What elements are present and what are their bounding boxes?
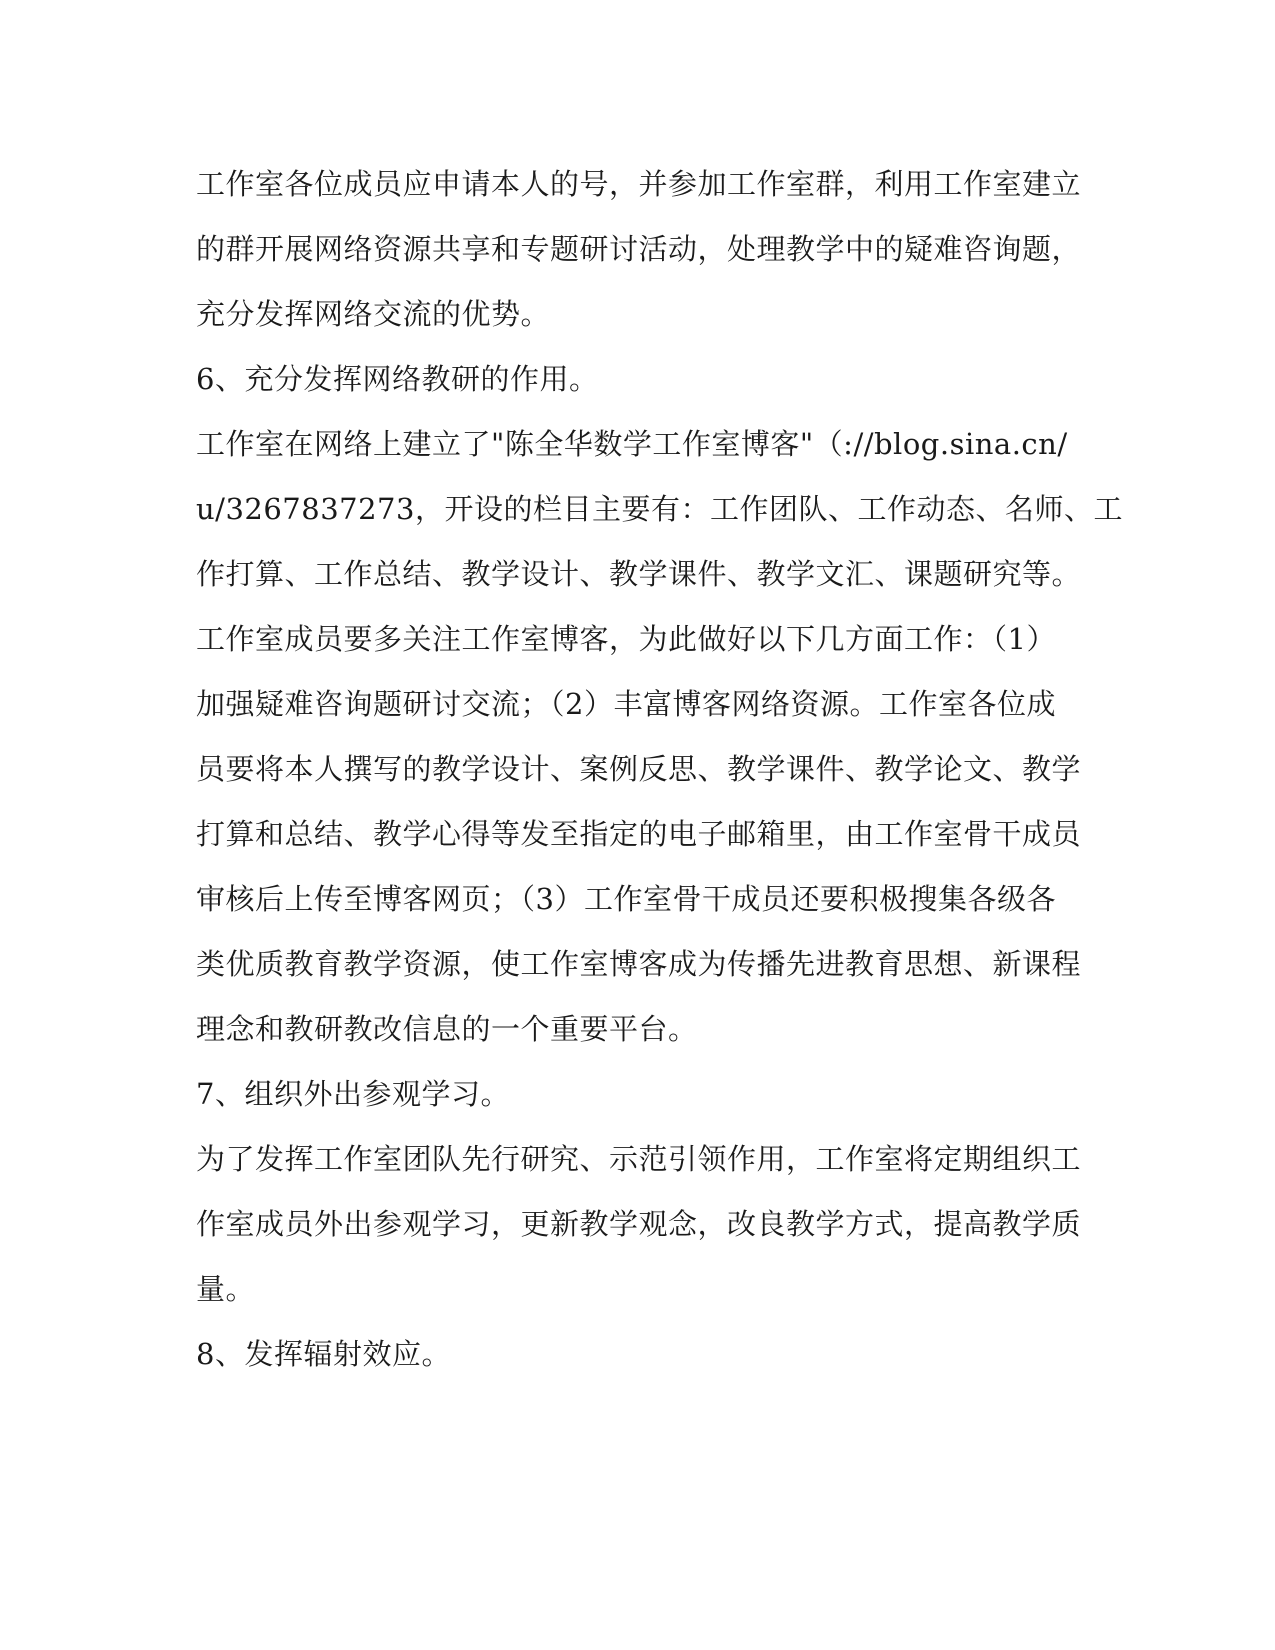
paragraph-line: 作打算、工作总结、教学设计、教学课件、教学文汇、课题研究等。 [196, 557, 1082, 591]
paragraph-line: 员要将本人撰写的教学设计、案例反思、教学课件、教学论文、教学 [196, 752, 1082, 786]
paragraph-line: 工作室各位成员应申请本人的号，并参加工作室群，利用工作室建立 [196, 167, 1082, 201]
paragraph-line: 充分发挥网络交流的优势。 [196, 297, 551, 331]
paragraph-line: 的群开展网络资源共享和专题研讨活动，处理教学中的疑难咨询题， [196, 232, 1082, 266]
paragraph-line: 理念和教研教改信息的一个重要平台。 [196, 1012, 698, 1046]
document-body [196, 152, 1123, 1387]
section-heading-6: 6、充分发挥网络教研的作用。 [196, 362, 599, 396]
paragraph-line: 工作室在网络上建立了"陈全华数学工作室博客"（://blog.sina.cn/ [196, 427, 1068, 461]
paragraph-line: 为了发挥工作室团队先行研究、示范引领作用，工作室将定期组织工 [196, 1142, 1082, 1176]
paragraph-line: 量。 [196, 1272, 256, 1306]
paragraph-line: 作室成员外出参观学习，更新教学观念，改良教学方式，提高教学质 [196, 1207, 1082, 1241]
paragraph-line: u/3267837273，开设的栏目主要有：工作团队、工作动态、名师、工 [196, 492, 1123, 526]
paragraph-line: 工作室成员要多关注工作室博客，为此做好以下几方面工作：（1） [196, 622, 1056, 656]
paragraph-line: 审核后上传至博客网页；（3）工作室骨干成员还要积极搜集各级各 [196, 882, 1056, 916]
section-heading-8: 8、发挥辐射效应。 [196, 1337, 451, 1371]
paragraph-line: 打算和总结、教学心得等发至指定的电子邮箱里，由工作室骨干成员 [196, 817, 1082, 851]
paragraph-line: 加强疑难咨询题研讨交流；（2）丰富博客网络资源。工作室各位成 [196, 687, 1056, 721]
section-heading-7: 7、组织外出参观学习。 [196, 1077, 510, 1111]
paragraph-line: 类优质教育教学资源，使工作室博客成为传播先进教育思想、新课程 [196, 947, 1082, 981]
